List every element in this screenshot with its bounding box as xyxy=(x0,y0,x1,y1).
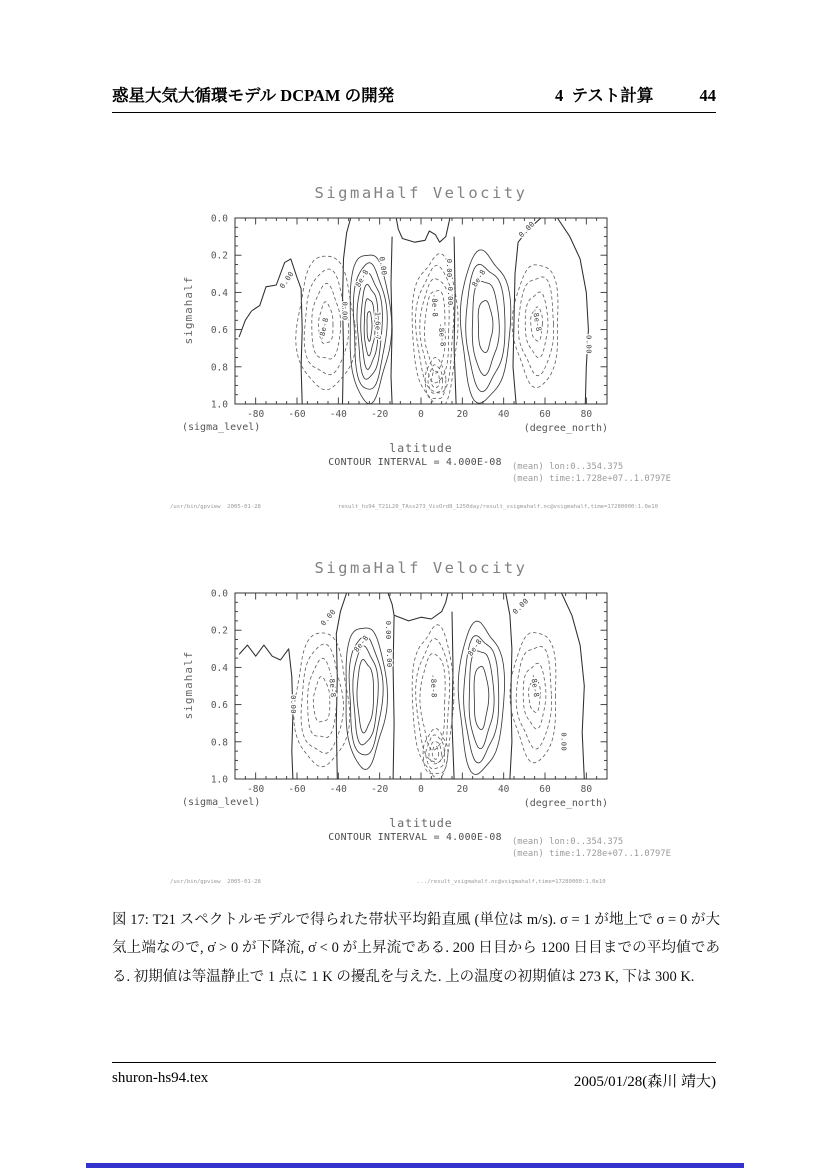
contour-label: -8e-8 xyxy=(530,307,544,333)
x-tick-label: 40 xyxy=(497,409,510,420)
contour-label: 8e-8 xyxy=(351,633,371,654)
negative-contour-ring xyxy=(425,357,446,398)
y-axis-label: sigmahalf xyxy=(182,275,195,345)
mean-lon-note: (mean) lon:0..354.375 xyxy=(512,462,624,472)
x-axis-label: latitude xyxy=(389,441,453,455)
contour-label: 0.00 xyxy=(318,607,338,628)
x-tick-label: 80 xyxy=(580,784,593,795)
figure-caption xyxy=(112,906,720,991)
y-tick-label: 0.6 xyxy=(210,325,228,337)
contour-interval-note: CONTOUR INTERVAL = 4.000E-08 xyxy=(328,457,502,468)
contour-label: 0.00 xyxy=(377,256,389,277)
zero-contour-line xyxy=(393,615,394,779)
zero-contour-line xyxy=(557,218,588,404)
x-tick-label: -20 xyxy=(371,784,389,795)
zero-contour-line xyxy=(388,593,448,621)
contour-label: 0.00 xyxy=(559,732,569,752)
x-tick-label: 60 xyxy=(539,409,551,420)
y-tick-label: 0.0 xyxy=(210,588,228,600)
positive-contour-ring xyxy=(469,651,494,749)
axes-box xyxy=(235,218,607,404)
contour-figure-bottom xyxy=(120,543,768,895)
contour-label: 8e-8 xyxy=(465,637,484,658)
viewer-bottom-bar xyxy=(86,1163,744,1168)
contour-label: -8e-8 xyxy=(436,322,448,348)
y-tick-label: 1.0 xyxy=(210,399,228,411)
positive-contour-ring xyxy=(478,301,493,353)
negative-contour-ring xyxy=(416,265,454,393)
contour-label: 1.6e-7 xyxy=(373,311,383,341)
x-axis-label: latitude xyxy=(389,816,453,830)
page-footer xyxy=(112,1062,716,1091)
y-tick-label: 0.4 xyxy=(210,662,228,674)
contour-label: 0.00 xyxy=(383,620,393,640)
zero-contour-line xyxy=(239,259,302,404)
x-tick-label: -40 xyxy=(329,784,347,795)
contour-label: 8e-8 xyxy=(353,267,371,289)
x-tick-label: -40 xyxy=(329,409,347,420)
y-tick-label: 0.8 xyxy=(210,737,228,749)
y-tick-label: 0.4 xyxy=(210,287,228,299)
caption-text: T21 スペクトルモデルで得られた帯状平均鉛直風 (単位は m/s). σ = 1 が地上で σ = 0 が大気上端なので, σ̇ > 0 が下降流, σ̇ < 0 が上昇流である. 200 日目から 1200 日目までの平均値である. 初期値は等温静止で 1 点に 1 K の擾乱を与えた. 上の温度の初期値は 273 K, 下は 300 K. xyxy=(112,912,720,985)
contour-label: 0.00 xyxy=(516,219,537,240)
header-right xyxy=(555,82,716,106)
y-tick-label: 0.2 xyxy=(210,625,228,637)
figure-title: SigmaHalf Velocity xyxy=(314,184,528,202)
y-tick-label: 0.0 xyxy=(210,213,228,225)
x-tick-label: 20 xyxy=(456,409,469,420)
positive-contour-ring xyxy=(472,281,499,375)
y-tick-label: 0.6 xyxy=(210,700,228,712)
gpview-stamp: /usr/bin/gpview 2005-01-28 xyxy=(170,504,261,510)
positive-contour-ring xyxy=(364,299,375,356)
data-file-stamp: .../result_vsigmahalf.nc@vsigmahalf,time=17280000:1.0e10 xyxy=(417,879,606,885)
x-axis-unit: (degree_north) xyxy=(523,423,608,434)
x-tick-label: 60 xyxy=(539,784,551,795)
x-axis-unit: (degree_north) xyxy=(523,798,608,809)
mean-time-note: (mean) time:1.728e+07..1.0797E xyxy=(512,849,671,859)
x-tick-label: 0 xyxy=(418,409,424,420)
x-tick-label: 20 xyxy=(456,784,469,795)
plot-canvas xyxy=(211,214,607,421)
contour-label: 0.00 xyxy=(340,301,350,321)
mean-lon-note: (mean) lon:0..354.375 xyxy=(512,837,624,847)
figure-title: SigmaHalf Velocity xyxy=(314,559,528,577)
contour-figure-top xyxy=(120,168,768,520)
contour-label: 0.00 xyxy=(384,648,394,668)
y-tick-label: 0.8 xyxy=(210,362,228,374)
contour-label: 8e-8 xyxy=(469,267,488,289)
negative-contour-ring xyxy=(432,746,438,759)
x-tick-label: -20 xyxy=(371,409,389,420)
y-axis-unit: (sigma_level) xyxy=(182,422,261,433)
y-axis-unit: (sigma_level) xyxy=(182,797,261,808)
data-file-stamp: result_hs94_T21L20_TAss273_VisOrd8_1250day/result_vsigmahalf.nc@vsigmahalf,time=17280000:1.0e10 xyxy=(338,504,658,510)
contour-label: 0.00 xyxy=(584,335,594,354)
negative-contour-ring xyxy=(420,654,445,751)
zero-contour-line xyxy=(239,645,293,779)
contour-label: 0.00 xyxy=(277,269,296,291)
positive-contour-ring xyxy=(367,312,372,342)
negative-contour-ring xyxy=(313,677,330,722)
page-header xyxy=(112,82,716,113)
zero-contour-line xyxy=(396,218,450,242)
negative-contour-ring xyxy=(308,658,337,737)
y-axis-label: sigmahalf xyxy=(182,650,195,720)
footer-filename: shuron-hs94.tex xyxy=(112,1070,209,1086)
contour-label: 0.00 xyxy=(510,596,531,616)
footer-date-author: 2005/01/28(森川 靖大) xyxy=(573,1074,716,1090)
x-tick-label: -80 xyxy=(247,784,265,795)
contour-label: 0.00 xyxy=(288,695,298,715)
y-tick-label: 0.2 xyxy=(210,250,228,262)
positive-contour-ring xyxy=(474,666,489,729)
axis-ticks xyxy=(235,218,607,404)
contour-interval-note: CONTOUR INTERVAL = 4.000E-08 xyxy=(328,832,502,843)
mean-time-note: (mean) time:1.728e+07..1.0797E xyxy=(512,474,671,484)
negative-contour-ring xyxy=(429,741,442,764)
contour-label: -8e-8 xyxy=(429,293,440,318)
gpview-stamp: /usr/bin/gpview 2005-01-28 xyxy=(170,879,261,885)
contour-label: -8e-8 xyxy=(316,316,331,342)
zero-contour-line xyxy=(506,593,512,779)
x-tick-label: 80 xyxy=(580,409,593,420)
document-title: 惑星大気大循環モデル DCPAM の開発 xyxy=(112,86,395,105)
x-tick-label: -80 xyxy=(247,409,265,420)
page-number: 44 xyxy=(699,86,716,105)
contour-label: -8e-8 xyxy=(528,673,542,698)
positive-contour-ring xyxy=(357,660,374,733)
contour-label: 0.00 xyxy=(444,258,454,278)
section-heading: 4 テスト計算 xyxy=(555,86,654,105)
x-tick-label: -60 xyxy=(288,784,306,795)
caption-label: 図 17: xyxy=(112,912,149,928)
negative-contour-ring xyxy=(431,371,440,388)
x-tick-label: 0 xyxy=(418,784,424,795)
x-tick-label: 40 xyxy=(497,784,510,795)
plot-canvas xyxy=(211,589,607,796)
x-tick-label: -60 xyxy=(288,409,306,420)
contour-label: 0.00 xyxy=(445,286,455,306)
contour-label: -8e-8 xyxy=(327,673,339,698)
y-tick-label: 1.0 xyxy=(210,774,228,786)
contour-label: -8e-8 xyxy=(428,673,439,698)
